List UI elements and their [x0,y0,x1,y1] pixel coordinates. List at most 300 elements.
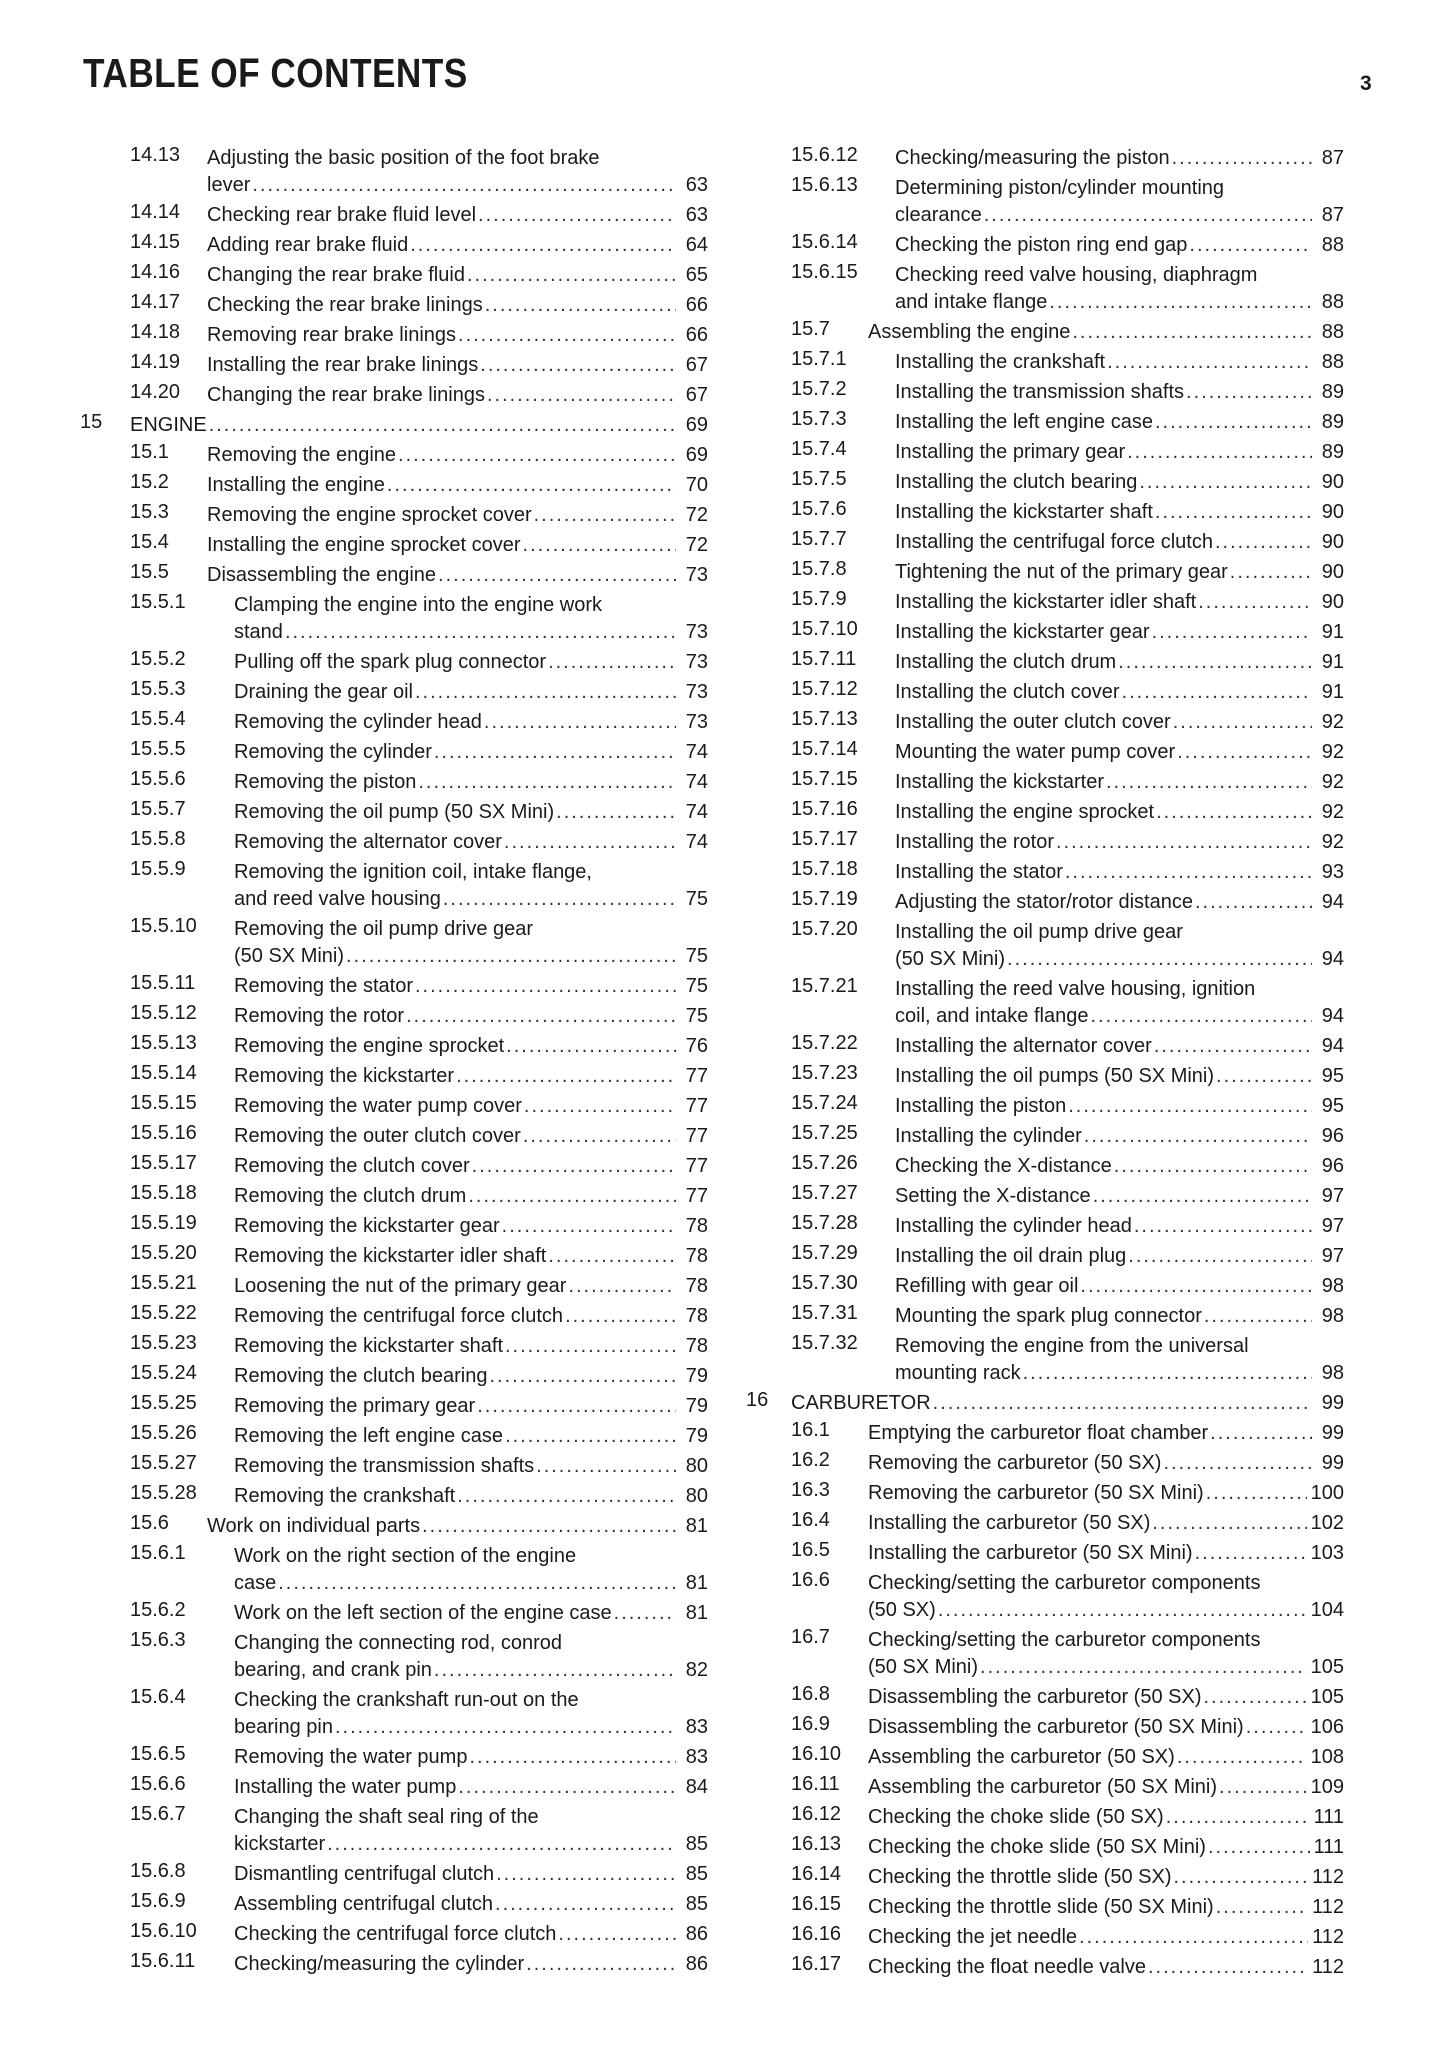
toc-entry-number: 15.5.22 [130,1302,197,1324]
toc-entry[interactable] [746,556,1344,586]
toc-entry[interactable] [746,259,1344,316]
toc-entry-number: 15 [80,411,103,433]
toc-entry-number: 15.7.26 [791,1152,858,1174]
toc-entry[interactable] [746,1537,1344,1567]
toc-entry-title: Removing the oil pump drive gear [234,918,534,940]
toc-entry-number: 15.2 [130,471,169,493]
toc-entry-number: 15.5.16 [130,1122,197,1144]
toc-entry-page: 91 [1321,681,1344,703]
toc-entry-title: Removing the kickstarter idler shaft [234,1245,547,1267]
toc-entry[interactable] [80,1948,708,1978]
toc-entry[interactable] [80,1120,708,1150]
toc-entry[interactable] [80,229,708,259]
toc-entry-page: 83 [685,1746,708,1768]
toc-entry-page: 66 [685,324,708,346]
toc-entry-number: 16.7 [791,1626,830,1648]
toc-entry[interactable] [80,559,708,589]
toc-entry-number: 15.6.10 [130,1920,197,1942]
toc-entry-number: 15.7.10 [791,618,858,640]
toc-entry-title: Checking the throttle slide (50 SX) [868,1866,1172,1888]
toc-entry-number: 15.5.23 [130,1332,197,1354]
toc-entry[interactable] [746,346,1344,376]
toc-entry-number: 15.7.13 [791,708,858,730]
toc-entry-number: 15.6.12 [791,144,858,166]
toc-entry-title: Work on individual parts [207,1515,421,1537]
toc-entry[interactable] [80,913,708,970]
toc-entry-number: 16.6 [791,1569,830,1591]
toc-entry-title: Checking the jet needle [868,1926,1078,1948]
toc-entry[interactable] [746,1741,1344,1771]
toc-entry[interactable] [80,1858,708,1888]
toc-entry-page: 95 [1321,1065,1344,1087]
toc-entry-page: 81 [685,1515,708,1537]
toc-entry[interactable] [746,1330,1344,1387]
toc-entry-number: 15.7.5 [791,468,847,490]
toc-entry[interactable] [746,1270,1344,1300]
toc-entry-page: 70 [685,474,708,496]
toc-entry-number: 15.7.32 [791,1332,858,1354]
dot-leader [1189,232,1312,259]
toc-entry-number: 15.5.14 [130,1062,197,1084]
toc-entry-page: 103 [1310,1542,1344,1564]
toc-entry[interactable] [80,970,708,1000]
dot-leader [1093,1183,1312,1210]
toc-entry[interactable] [746,1624,1344,1681]
toc-entry-title: Assembling the carburetor (50 SX Mini) [868,1776,1218,1798]
dot-leader [526,1951,676,1978]
dot-leader [502,1213,676,1240]
toc-entry[interactable] [746,496,1344,526]
toc-entry[interactable] [80,1360,708,1390]
toc-entry-page: 79 [685,1395,708,1417]
toc-entry-number: 15.7 [791,318,830,340]
toc-entry-page: 98 [1321,1275,1344,1297]
toc-entry-title: Draining the gear oil [234,681,413,703]
dot-leader [1155,499,1312,526]
toc-entry-title: Removing the engine sprocket [234,1035,505,1057]
dot-leader [1210,1420,1312,1447]
toc-entry-title: Removing the centrifugal force clutch [234,1305,564,1327]
toc-entry-title: Removing the engine from the universal [895,1335,1249,1357]
toc-entry[interactable] [80,1240,708,1270]
toc-entry[interactable] [80,319,708,349]
dot-leader [443,886,676,913]
toc-entry[interactable] [80,379,708,409]
toc-entry-title: Disassembling the carburetor (50 SX Mini) [868,1716,1244,1738]
toc-entry-number: 16.5 [791,1539,830,1561]
toc-entry-page: 99 [1321,1422,1344,1444]
toc-entry-title: Removing the transmission shafts [234,1455,535,1477]
toc-entry-number: 15.5.7 [130,798,186,820]
dot-leader [505,1333,676,1360]
toc-entry-page: 90 [1321,531,1344,553]
dot-leader [1107,349,1312,376]
toc-entry[interactable] [80,199,708,229]
toc-entry-number: 15.6.14 [791,231,858,253]
toc-entry-number: 15.5.9 [130,858,186,880]
toc-entry-page: 78 [685,1215,708,1237]
toc-entry[interactable] [80,1801,708,1858]
toc-entry-number: 15.7.21 [791,975,858,997]
toc-entry-number: 15.7.22 [791,1032,858,1054]
toc-entry[interactable] [746,376,1344,406]
toc-entry[interactable] [746,1210,1344,1240]
dot-leader [1128,1243,1312,1270]
toc-entry-title: Checking the centrifugal force clutch [234,1923,557,1945]
toc-entry-title: Installing the alternator cover [895,1035,1152,1057]
toc-entry[interactable] [80,826,708,856]
toc-entry[interactable] [746,886,1344,916]
toc-entry[interactable] [746,1831,1344,1861]
dot-leader [495,1891,676,1918]
toc-entry-number: 15.7.12 [791,678,858,700]
toc-entry-title: Installing the rear brake linings [207,354,479,376]
toc-entry-number: 14.14 [130,201,181,223]
toc-entry[interactable] [746,916,1344,973]
toc-entry-page: 67 [685,354,708,376]
toc-entry-number: 15.5 [130,561,169,583]
toc-entry-page: 69 [685,444,708,466]
toc-entry[interactable] [80,1684,708,1741]
toc-entry-number: 15.7.20 [791,918,858,940]
toc-entry[interactable] [746,526,1344,556]
toc-entry[interactable] [80,1390,708,1420]
toc-entry-number: 15.7.7 [791,528,847,550]
toc-entry-number: 15.7.11 [791,648,857,670]
toc-entry[interactable] [80,1300,708,1330]
toc-entry-title: Adding rear brake fluid [207,234,409,256]
toc-entry[interactable] [80,1627,708,1684]
dot-leader [387,472,676,499]
toc-entry[interactable] [80,439,708,469]
toc-entry-page: 94 [1321,1035,1344,1057]
dot-leader [614,1600,676,1627]
toc-entry-page: 81 [685,1602,708,1624]
toc-entry-page: 66 [685,294,708,316]
toc-entry[interactable] [746,1801,1344,1831]
dot-leader [418,769,676,796]
toc-entry-number: 15.7.9 [791,588,847,610]
toc-entry-page: 112 [1312,1866,1344,1888]
dot-leader [278,1570,676,1597]
toc-entry-number: 15.7.6 [791,498,847,520]
toc-entry-number: 15.6.4 [130,1686,186,1708]
toc-entry[interactable] [746,466,1344,496]
toc-entry[interactable] [746,646,1344,676]
toc-entry[interactable] [80,856,708,913]
toc-entry[interactable] [746,736,1344,766]
toc-entry-title-continued: mounting rack [895,1362,1021,1384]
dot-leader [1068,1093,1312,1120]
toc-entry[interactable] [746,1030,1344,1060]
toc-entry[interactable] [80,1210,708,1240]
dot-leader [524,1093,676,1120]
dot-leader [496,1861,676,1888]
toc-entry-number: 14.18 [130,321,181,343]
toc-entry-number: 15.6.8 [130,1860,186,1882]
toc-entry[interactable] [746,706,1344,736]
toc-entry[interactable] [80,289,708,319]
toc-entry[interactable] [746,856,1344,886]
toc-entry-number: 16.2 [791,1449,830,1471]
dot-leader [558,1921,676,1948]
toc-entry-title-continued: (50 SX Mini) [234,945,345,967]
toc-entry[interactable] [746,1300,1344,1330]
toc-entry-number: 16 [746,1389,769,1411]
dot-leader [1122,679,1312,706]
toc-entry[interactable] [746,1681,1344,1711]
toc-entry[interactable] [746,1891,1344,1921]
toc-entry[interactable] [80,1030,708,1060]
toc-entry[interactable] [80,1771,708,1801]
toc-entry[interactable] [746,1120,1344,1150]
toc-entry-title: Clamping the engine into the engine work [234,594,603,616]
toc-entry-page: 77 [685,1155,708,1177]
toc-entry[interactable] [746,1921,1344,1951]
dot-leader [556,799,676,826]
toc-entry[interactable] [80,259,708,289]
toc-entry-number: 15.5.18 [130,1182,197,1204]
toc-entry-title: Installing the outer clutch cover [895,711,1171,733]
toc-entry[interactable] [746,973,1344,1030]
toc-entry-title-continued: clearance [895,204,982,226]
dot-leader [1219,1774,1307,1801]
toc-entry-number: 16.11 [791,1773,840,1795]
toc-entry[interactable] [746,1567,1344,1624]
toc-entry-page: 76 [685,1035,708,1057]
dot-leader [568,1273,676,1300]
toc-entry-page: 111 [1313,1806,1344,1828]
toc-entry[interactable] [80,469,708,499]
toc-entry-title: Installing the oil pump drive gear [895,921,1183,943]
toc-entry[interactable] [80,1420,708,1450]
dot-leader [1072,319,1312,346]
toc-entry[interactable] [80,349,708,379]
toc-entry-title: Removing the outer clutch cover [234,1125,521,1147]
toc-entry[interactable] [746,316,1344,346]
toc-entry-page: 78 [685,1275,708,1297]
toc-entry-title: Removing the alternator cover [234,831,502,853]
dot-leader [933,1390,1312,1417]
toc-entry-number: 15.6.15 [791,261,858,283]
dot-leader [1114,1153,1312,1180]
toc-entry[interactable] [746,1240,1344,1270]
dot-leader [548,1243,676,1270]
toc-entry[interactable] [80,1597,708,1627]
dot-leader [1172,145,1312,172]
toc-entry[interactable] [746,229,1344,259]
toc-entry[interactable] [80,1180,708,1210]
toc-entry[interactable] [746,616,1344,646]
toc-entry-title: Checking the piston ring end gap [895,234,1188,256]
toc-entry[interactable] [80,766,708,796]
toc-entry-title: Checking the crankshaft run-out on the [234,1689,579,1711]
toc-entry-page: 90 [1321,471,1344,493]
toc-entry-title: Installing the clutch bearing [895,471,1138,493]
toc-entry-number: 15.5.3 [130,678,186,700]
toc-entry-page: 80 [685,1455,708,1477]
toc-entry[interactable] [80,646,708,676]
toc-entry[interactable] [80,676,708,706]
toc-entry[interactable] [746,1090,1344,1120]
toc-entry-title: Removing the water pump cover [234,1095,522,1117]
toc-entry[interactable] [746,1951,1344,1981]
dot-leader [480,352,676,379]
toc-entry-title: Removing the ignition coil, intake flange, [234,861,592,883]
toc-entry-number: 14.13 [130,144,181,166]
dot-leader [1174,1864,1309,1891]
toc-entry[interactable] [746,142,1344,172]
toc-entry-title: Work on the right section of the engine [234,1545,577,1567]
toc-entry[interactable] [80,1330,708,1360]
toc-entry[interactable] [80,1540,708,1597]
toc-entry-title: Checking/measuring the piston [895,147,1170,169]
toc-entry-page: 77 [685,1185,708,1207]
dot-leader [484,709,676,736]
toc-entry[interactable] [80,1480,708,1510]
toc-entry[interactable] [746,796,1344,826]
toc-entry-page: 83 [685,1716,708,1738]
dot-leader [468,1183,676,1210]
toc-entry-page: 63 [685,204,708,226]
toc-entry-number: 15.3 [130,501,169,523]
toc-entry-number: 15.6.13 [791,174,858,196]
toc-entry-page: 92 [1321,711,1344,733]
toc-entry-page: 96 [1321,1125,1344,1147]
toc-entry-page: 98 [1321,1305,1344,1327]
dot-leader [1215,529,1312,556]
toc-entry[interactable] [80,1510,708,1540]
toc-entry-title: Removing the rotor [234,1005,405,1027]
toc-entry[interactable] [746,826,1344,856]
toc-entry[interactable] [80,1888,708,1918]
toc-entry-number: 15.5.11 [130,972,196,994]
toc-entry-page: 90 [1321,591,1344,613]
toc-entry-page: 97 [1321,1215,1344,1237]
toc-entry-number: 15.5.13 [130,1032,197,1054]
dot-leader [565,1303,676,1330]
toc-entry-page: 86 [685,1953,708,1975]
toc-entry-title: Installing the kickstarter idler shaft [895,591,1197,613]
toc-entry[interactable] [80,1918,708,1948]
dot-leader [335,1714,676,1741]
toc-entry-page: 75 [685,975,708,997]
toc-entry[interactable] [746,1150,1344,1180]
toc-entry[interactable] [80,529,708,559]
toc-entry[interactable] [746,766,1344,796]
toc-entry[interactable] [746,1387,1344,1417]
toc-entry-title-continued: case [234,1572,277,1594]
dot-leader [1106,769,1312,796]
dot-leader [1154,1033,1312,1060]
toc-entry[interactable] [746,1861,1344,1891]
toc-entry-page: 80 [685,1485,708,1507]
toc-entry-title: Assembling the engine [868,321,1071,343]
toc-entry[interactable] [80,1060,708,1090]
toc-entry[interactable] [746,436,1344,466]
toc-entry-title-continued: (50 SX Mini) [895,948,1006,970]
toc-entry[interactable] [80,736,708,766]
toc-entry-title: Disassembling the carburetor (50 SX) [868,1686,1202,1708]
toc-entry-title-continued: stand [234,621,283,643]
toc-entry-page: 112 [1312,1956,1344,1978]
toc-entry[interactable] [80,1090,708,1120]
toc-entry[interactable] [80,1741,708,1771]
dot-leader [1198,589,1312,616]
toc-entry[interactable] [746,1477,1344,1507]
toc-entry-page: 105 [1310,1686,1344,1708]
toc-entry[interactable] [746,1711,1344,1741]
dot-leader [1118,649,1312,676]
toc-entry-page: 74 [685,741,708,763]
toc-entry[interactable] [80,499,708,529]
toc-entry-title: Checking the throttle slide (50 SX Mini) [868,1896,1214,1918]
toc-entry-title: Installing the clutch drum [895,651,1117,673]
dot-leader [415,973,676,1000]
toc-entry-number: 15.5.2 [130,648,186,670]
toc-entry-title: ENGINE [130,414,207,436]
toc-entry-number: 14.17 [130,291,181,313]
toc-entry-title: Installing the left engine case [895,411,1153,433]
toc-entry-title: Removing the clutch bearing [234,1365,488,1387]
toc-entry-page: 74 [685,771,708,793]
toc-entry-page: 94 [1321,891,1344,913]
dot-leader [1203,1684,1306,1711]
dot-leader [1177,739,1312,766]
toc-entry[interactable] [80,1270,708,1300]
toc-entry-page: 102 [1310,1512,1344,1534]
toc-entry[interactable] [80,409,708,439]
dot-leader [1156,799,1312,826]
toc-entry[interactable] [746,1771,1344,1801]
toc-entry-title-continued: and intake flange [895,291,1048,313]
toc-entry[interactable] [746,1060,1344,1090]
toc-entry-number: 16.14 [791,1863,842,1885]
toc-entry[interactable] [80,142,708,199]
toc-entry-number: 15.6.2 [130,1599,186,1621]
toc-entry[interactable] [746,172,1344,229]
toc-entry[interactable] [746,1447,1344,1477]
dot-leader [438,562,676,589]
dot-leader [489,1363,676,1390]
toc-entry-page: 96 [1321,1155,1344,1177]
toc-entry[interactable] [80,1450,708,1480]
toc-entry-page: 88 [1321,351,1344,373]
toc-entry-title: Setting the X-distance [895,1185,1091,1207]
toc-entry[interactable] [80,1150,708,1180]
toc-entry-page: 92 [1321,831,1344,853]
dot-leader [1166,1804,1310,1831]
dot-leader [505,1423,676,1450]
toc-entry-number: 14.19 [130,351,181,373]
toc-entry[interactable] [80,589,708,646]
toc-entry[interactable] [746,1417,1344,1447]
toc-entry-page: 73 [685,711,708,733]
dot-leader [477,1393,676,1420]
toc-entry[interactable] [80,796,708,826]
toc-entry[interactable] [746,676,1344,706]
toc-entry[interactable] [746,1507,1344,1537]
toc-entry-number: 16.16 [791,1923,842,1945]
toc-entry-title-continued: coil, and intake flange [895,1005,1089,1027]
toc-entry-title: Removing the oil pump (50 SX Mini) [234,801,555,823]
toc-entry[interactable] [746,406,1344,436]
toc-entry[interactable] [746,1180,1344,1210]
toc-entry[interactable] [80,1000,708,1030]
dot-leader [458,322,676,349]
toc-entry[interactable] [80,706,708,736]
toc-entry[interactable] [746,586,1344,616]
